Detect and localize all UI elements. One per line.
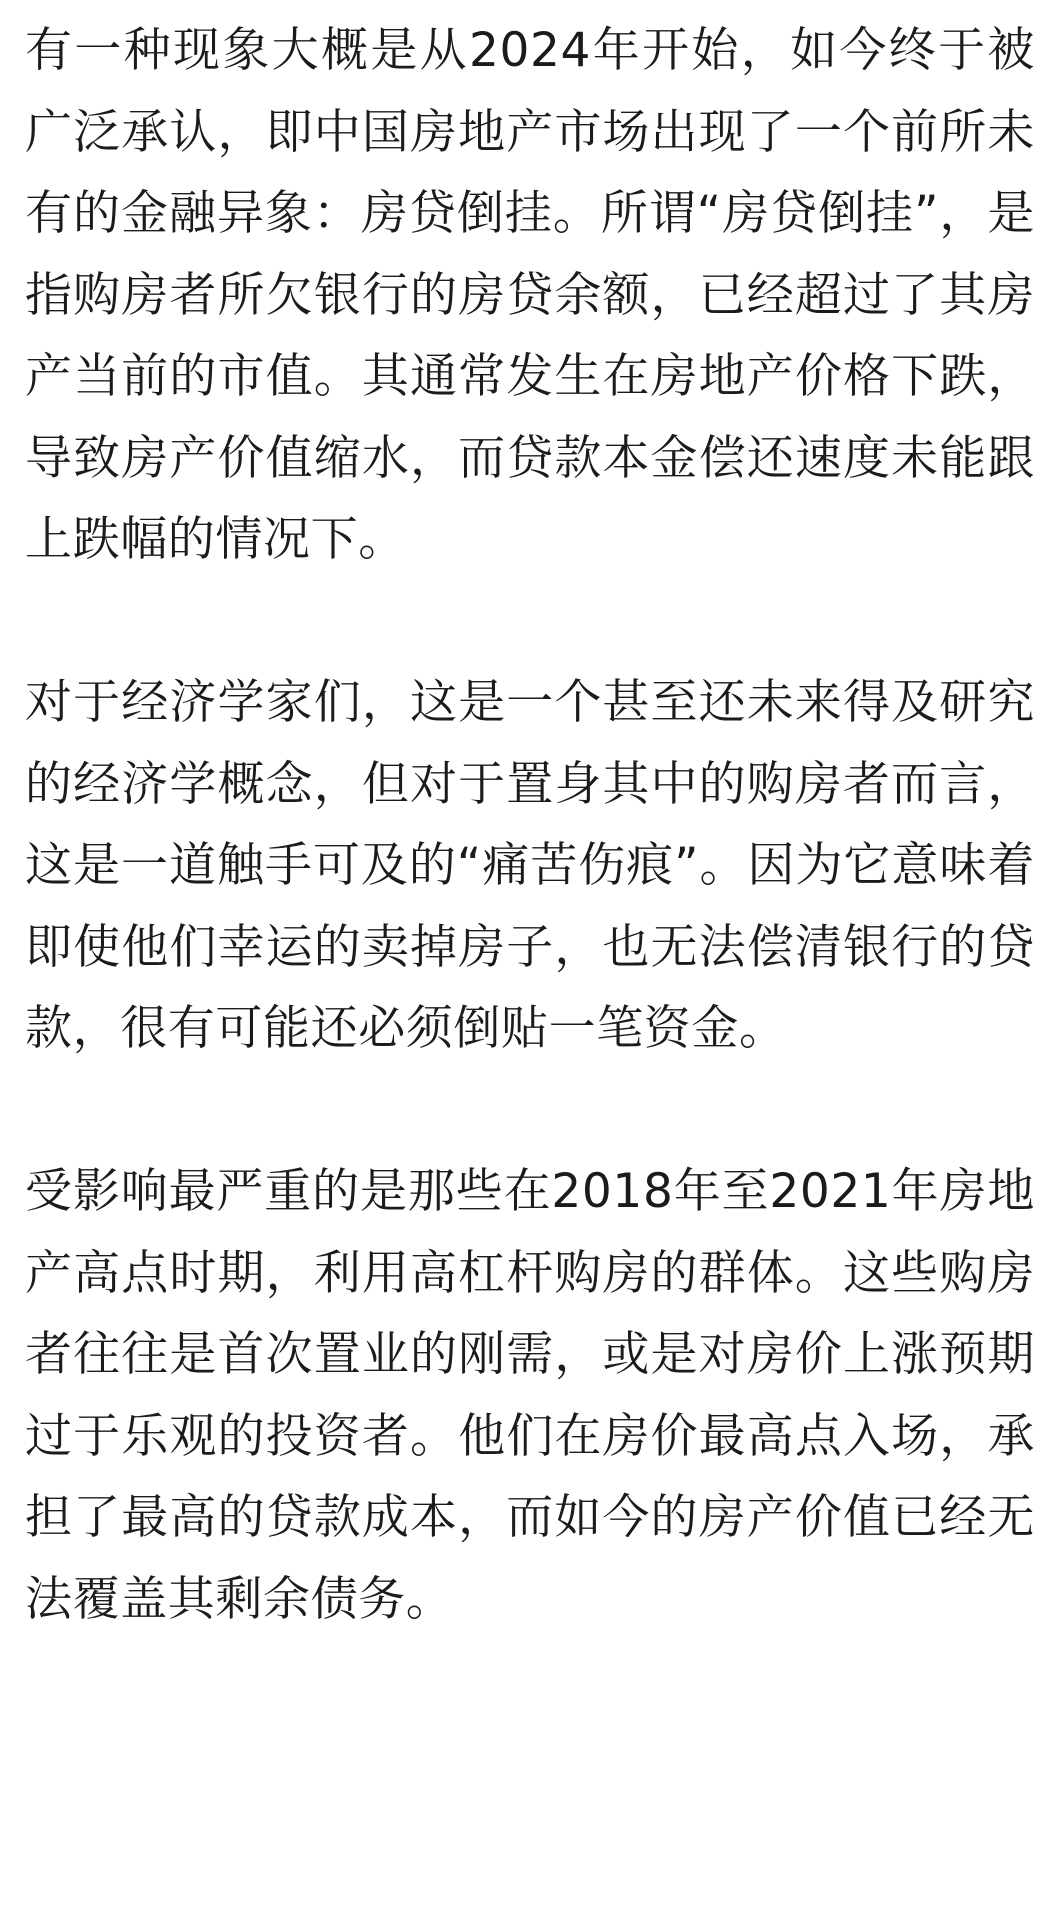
paragraph-3: 受影响最严重的是那些在2018年至2021年房地产高点时期，利用高杠杆购房的群体。这些购房者往往是首次置业的刚需，或是对房价上涨预期过于乐观的投资者。他们在房价最高点入场，承担了最高的贷款成本，而如今的房产价值已经无法覆盖其剩余债务。	[25, 1164, 1035, 1627]
paragraph-1: 有一种现象大概是从2024年开始，如今终于被广泛承认，即中国房地产市场出现了一个前所未有的金融异象：房贷倒挂。所谓“房贷倒挂”，是指购房者所欠银行的房贷余额，已经超过了其房产当前的市值。其通常发生在房地产价格下跌，导致房产价值缩水，而贷款本金偿还速度未能跟上跌幅的情况下。	[25, 23, 1035, 567]
article-body	[25, 10, 1035, 1640]
paragraph-2: 对于经济学家们，这是一个甚至还未来得及研究的经济学概念，但对于置身其中的购房者而言，这是一道触手可及的“痛苦伤痕”。因为它意味着即使他们幸运的卖掉房子，也无法偿清银行的贷款，很有可能还必须倒贴一笔资金。	[25, 675, 1035, 1056]
